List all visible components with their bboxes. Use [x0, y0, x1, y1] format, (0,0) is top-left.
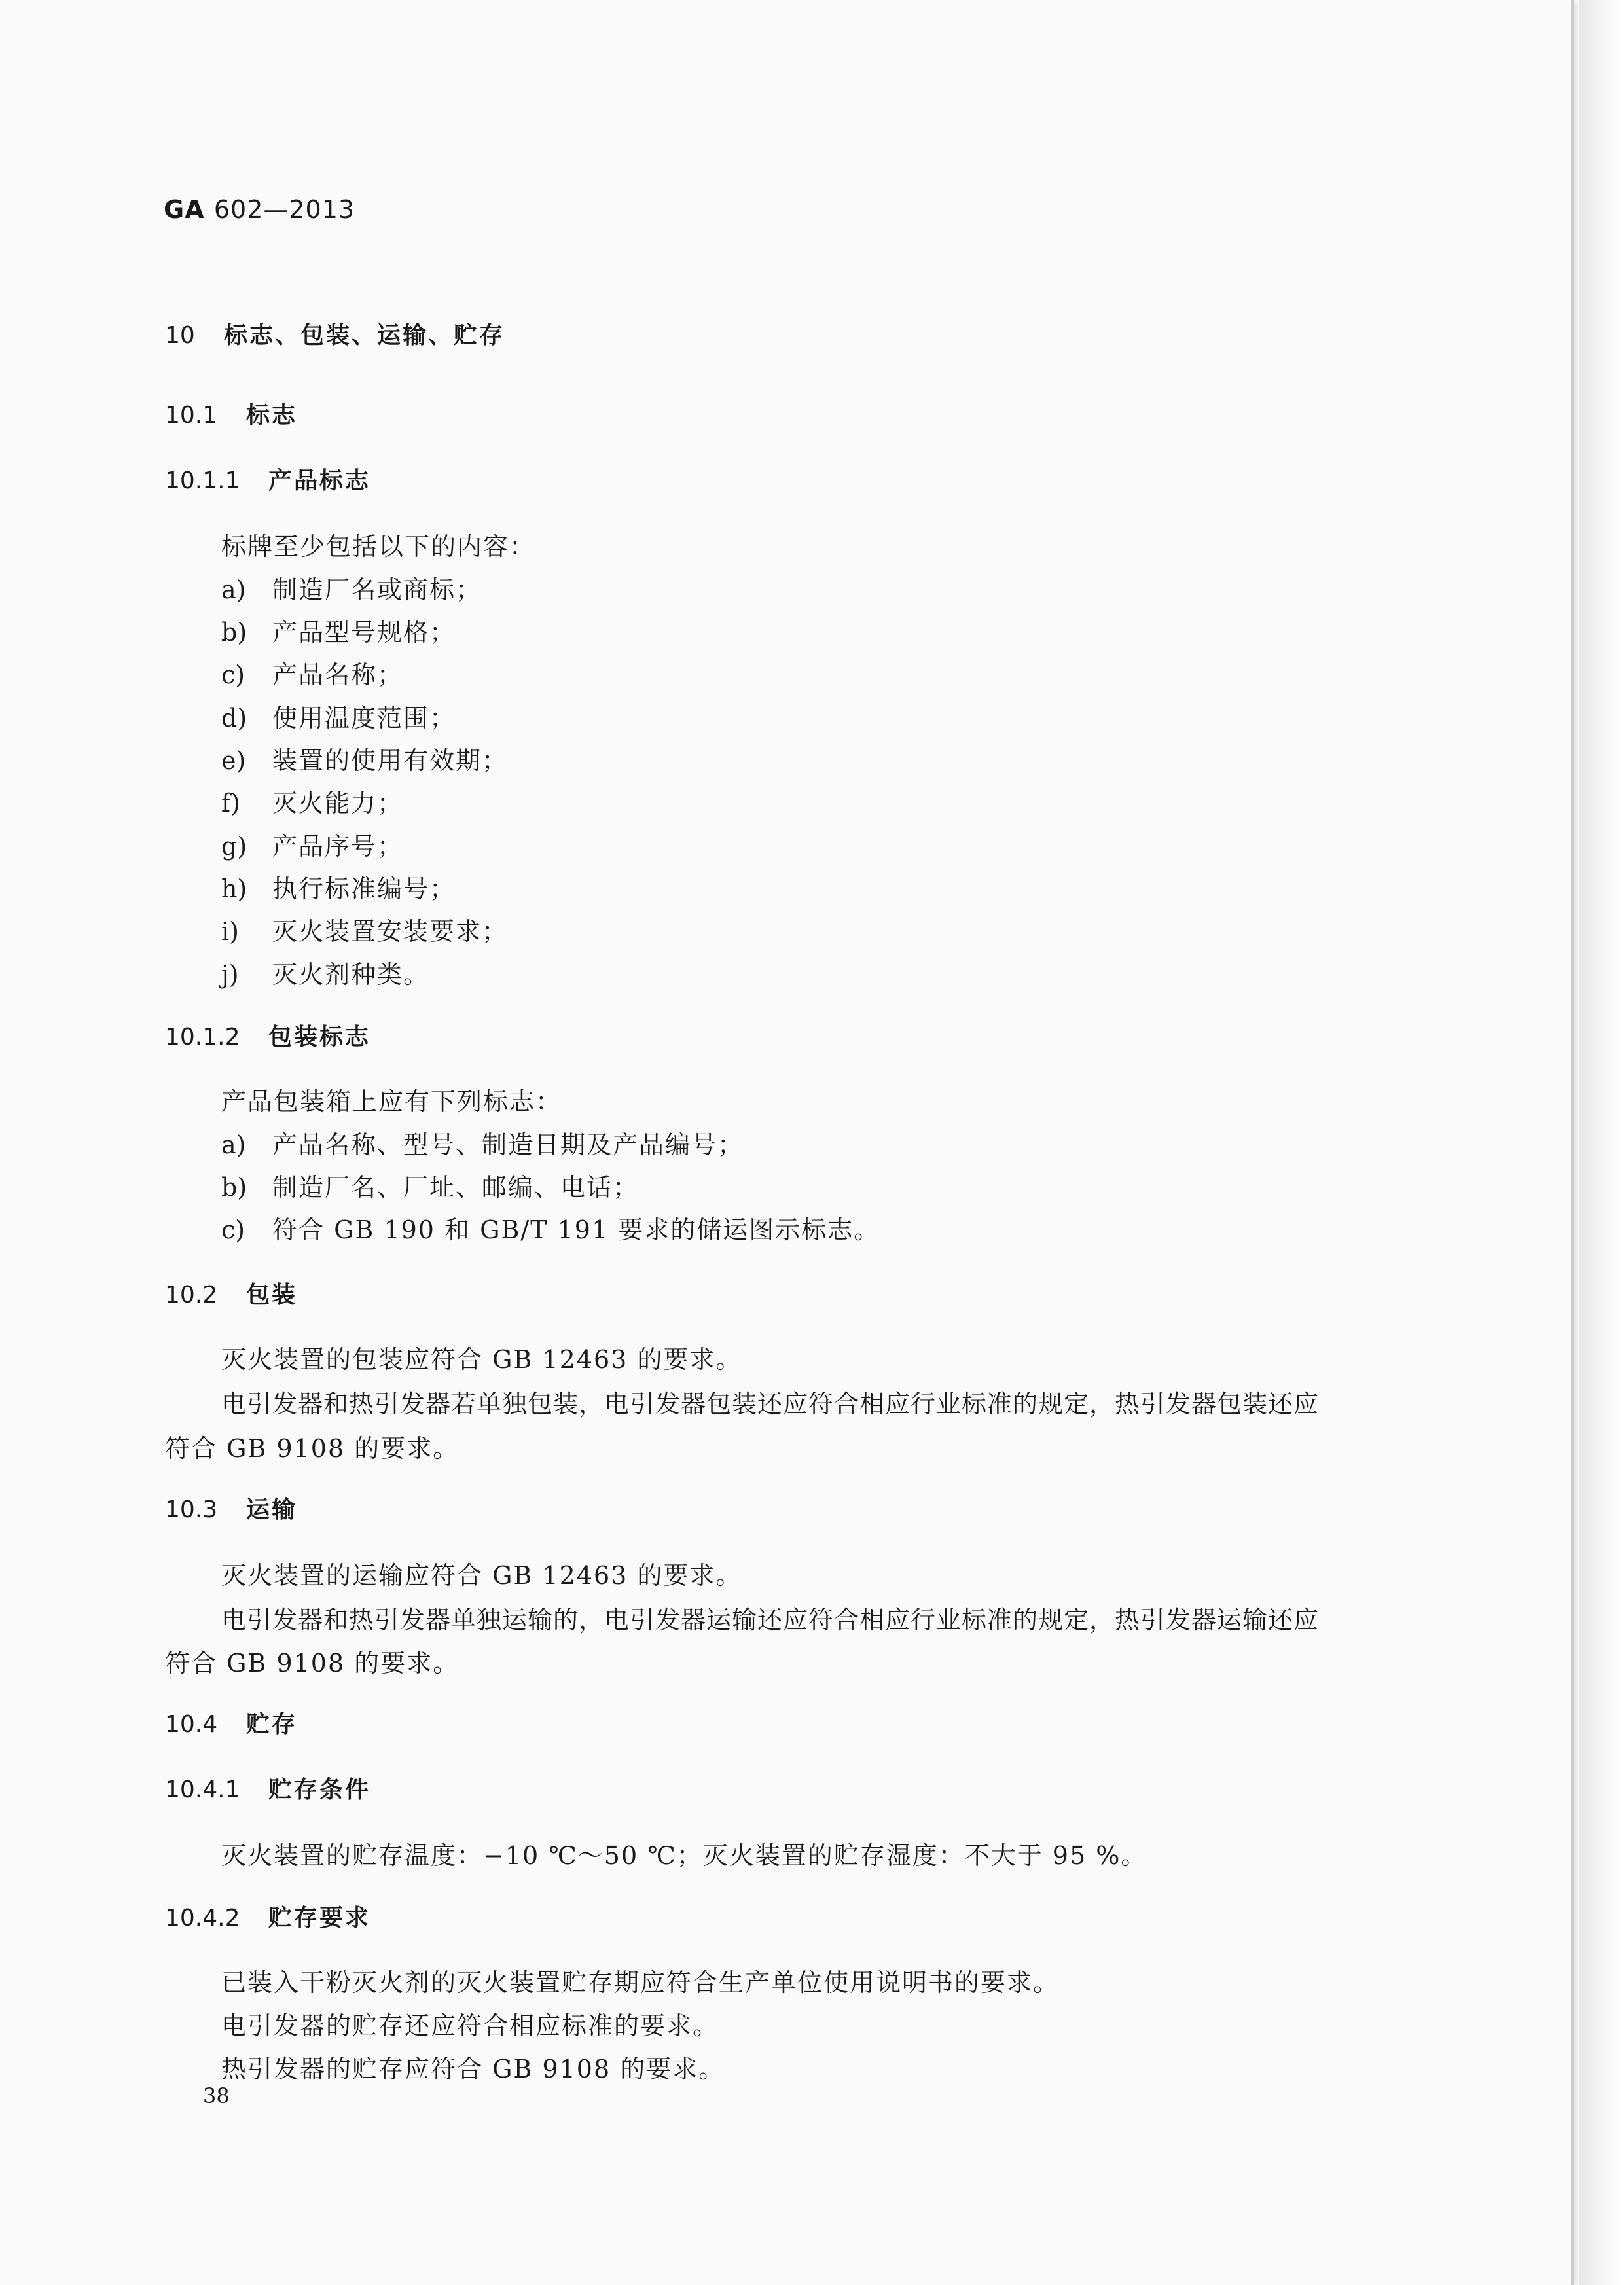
section-10-4-2-heading: 10.4.2 贮存要求: [165, 1905, 371, 1932]
packaging-paragraph-2-line-2: 符合 GB 9108 的要求。: [165, 1434, 460, 1463]
transport-paragraph-1: 灭火装置的运输应符合 GB 12463 的要求。: [221, 1561, 742, 1590]
packaging-paragraph-1: 灭火装置的包装应符合 GB 12463 的要求。: [221, 1345, 742, 1374]
list-item: h) 执行标准编号；: [221, 874, 456, 903]
list-item: e) 装置的使用有效期；: [221, 746, 509, 775]
list-item: a) 制造厂名或商标；: [221, 575, 482, 604]
storage-conditions-paragraph: 灭火装置的贮存温度：−10 ℃～50 ℃；灭火装置的贮存湿度：不大于 95 %。: [221, 1841, 1147, 1870]
section-10-1-heading: 10.1 标志: [165, 402, 298, 429]
standard-code: GA: [164, 195, 205, 224]
section-10-3-heading: 10.3 运输: [165, 1496, 298, 1523]
list-item: b) 制造厂名、厂址、邮编、电话；: [221, 1173, 640, 1202]
standard-year: 602—2013: [213, 195, 355, 224]
page-edge: [1579, 0, 1624, 2285]
section-10-2-heading: 10.2 包装: [165, 1282, 298, 1308]
standard-number: [164, 195, 355, 224]
page-number: 38: [203, 2083, 230, 2108]
list-item: f) 灭火能力；: [221, 789, 404, 818]
packaging-paragraph-2-line-1: 电引发器和热引发器若单独包装，电引发器包装还应符合相应行业标准的规定，热引发器包装还应: [221, 1390, 1320, 1418]
section-10-1-1-heading: 10.1.1 产品标志: [165, 467, 371, 494]
product-label-intro: 标牌至少包括以下的内容：: [221, 532, 536, 561]
storage-requirements-paragraph-3: 热引发器的贮存应符合 GB 9108 的要求。: [221, 2055, 725, 2083]
list-item: a) 产品名称、型号、制造日期及产品编号；: [221, 1130, 744, 1159]
storage-requirements-paragraph-2: 电引发器的贮存还应符合相应标准的要求。: [221, 2011, 719, 2040]
packaging-label-intro: 产品包装箱上应有下列标志：: [221, 1087, 562, 1116]
section-10-heading: 10 标志、包装、运输、贮存: [165, 322, 505, 349]
list-item: c) 符合 GB 190 和 GB/T 191 要求的储运图示标志。: [221, 1215, 880, 1244]
list-item: i) 灭火装置安装要求；: [221, 917, 509, 946]
section-10-4-heading: 10.4 贮存: [165, 1711, 298, 1738]
transport-paragraph-2-line-2: 符合 GB 9108 的要求。: [165, 1649, 460, 1678]
storage-requirements-paragraph-1: 已装入干粉灭火剂的灭火装置贮存期应符合生产单位使用说明书的要求。: [221, 1968, 1060, 1997]
list-item: j) 灭火剂种类。: [221, 960, 430, 989]
list-item: b) 产品型号规格；: [221, 618, 456, 647]
section-10-4-1-heading: 10.4.1 贮存条件: [165, 1776, 371, 1803]
list-item: c) 产品名称；: [221, 660, 404, 689]
transport-paragraph-2-line-1: 电引发器和热引发器单独运输的，电引发器运输还应符合相应行业标准的规定，热引发器运输还应: [221, 1606, 1320, 1634]
section-10-1-2-heading: 10.1.2 包装标志: [165, 1024, 371, 1051]
list-item: g) 产品序号；: [221, 832, 404, 861]
list-item: d) 使用温度范围；: [221, 704, 456, 732]
